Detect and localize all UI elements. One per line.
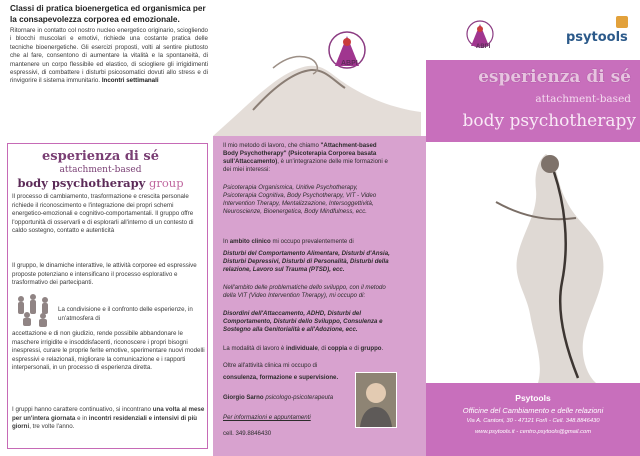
intro-text: Ritornare in contatto col nostro nucleo energetico originario, sciogliendo i blocchi muscolari e emotivi, richiede una costante pratica delle tecniche bioenergetiche. Gli esercizi proposti, volti al sentire piuttosto che al fare, consentono di aumentare la vitalità e la spontaneità, di mantenere un corpo flessibile ed elastico, di sciogliere gli irrigidimenti espressivi, di combattere i disturbi psicosomatici dovuti allo stress e di rinvigorire il sistema immunitario. (10, 27, 208, 85)
vit-intro (223, 284, 391, 300)
modes-end: . (381, 345, 384, 352)
psytools-logo-text: psytools (566, 30, 628, 45)
mode-group: gruppo (360, 345, 382, 352)
left-panel (0, 0, 213, 456)
org-address: Via A. Cantoni, 30 - 47121 Forlì - Cell. 348.8846430 (466, 418, 600, 424)
group-paragraph-2a: Il gruppo, le dinamiche interattive, le attività corporee ed espressive proposte potenziano e intensificano il processo esplorativo e trasformativo dei partecipanti. (12, 262, 197, 286)
portrait-photo (355, 372, 397, 428)
clinical-disorders-text: Disturbi del Comportamento Alimentare, Disturbi d'Ansia, Disturbi Depressivi, Disturbi di Personalità, Disturbi della relazione, Lavoro sul Trauma (PTSD), ecc. (223, 250, 390, 274)
group-paragraph-3 (12, 406, 205, 432)
mode-couple: coppia (327, 345, 348, 352)
org-web: www.psytools.it - centro.psytools@gmail.com (474, 429, 592, 435)
abpi-logo (321, 28, 381, 84)
right-abpi-logo (462, 18, 502, 58)
modes-mid2: e di (347, 345, 361, 352)
org-name: Psytools (515, 393, 551, 403)
group-title-2: attachment-based (59, 165, 142, 175)
p3-start: I gruppi hanno carattere continuativo, si incontrano (12, 406, 153, 413)
p3-bold-1: una volta al mese per un'intera giornata (12, 406, 205, 422)
intro-bold: Incontri settimanali (101, 77, 159, 85)
title-attachment: attachment-based (535, 93, 631, 105)
clinical-bold: ambito clinico (229, 238, 271, 245)
vit-disorders-text: Disordini dell'Attaccamento, ADHD, Disturbi del Comportamento, Disturbi dello Sviluppo, Consulenza e Sostegno alla Genitorialità e all'Adozione, ecc. (223, 310, 383, 334)
intro-paragraph (10, 27, 208, 86)
p3-bold-2: incontri residenziali e intensivi di più giorni (12, 414, 198, 430)
group-paragraph-2c: accettazione e di non giudizio, rende possibile abbandonare le maschere irrigidite e insoddisfacenti, riconoscere i propri bisogni inespressi, curare le proprie ferite emotive, sperimentare nuovi modelli espressivi e relazionali, migliorare la comunicazione e i rapporti interpersonali, in un processo di esperienza diretta. (12, 330, 205, 371)
dancer-illustration (426, 142, 640, 383)
sig-role: psicologo-psicoterapeuta (263, 394, 334, 401)
psytools-logo-mark (614, 14, 630, 30)
hands-illustration (213, 0, 426, 136)
method-paragraph (223, 142, 391, 174)
clinical-disorders (223, 250, 391, 274)
signature (223, 394, 353, 402)
sig-name: Giorgio Sarno (223, 394, 264, 401)
p3-end: , tre volte l'anno. (29, 423, 75, 430)
right-abpi-logo-text: ABPI (476, 44, 491, 50)
cell-number: cell. 349.8846430 (223, 430, 272, 437)
info-label-text: Per informazioni e appuntamenti (223, 414, 311, 421)
modes-mid: , di (317, 345, 328, 352)
right-panel (426, 0, 640, 456)
approaches-text: Psicoterapia Organismica, Unitive Psychotherapy, Psicoterapia Cognitiva, Body Psychotherapy, VIT - Video Intervention Therapy, Mentalizzazione, Intersoggettività, Neuroscienze, Bioenergetica, Body Mindfulness, ecc. (223, 184, 377, 216)
group-title-3-group: group (149, 176, 184, 190)
abpi-logo-text: ABPI (341, 60, 358, 67)
mode-individual: individuale (286, 345, 318, 352)
other-activities: Oltre all'attività clinica mi occupo di (223, 362, 318, 369)
clinical-scope (223, 238, 391, 246)
method-end: , è un'integrazione delle mie formazioni e dei miei interessi: (223, 158, 388, 174)
method-start: Il mio metodo di lavoro, che chiamo (223, 142, 321, 149)
p3-mid: e in (75, 414, 89, 422)
portrait-image (356, 373, 396, 427)
approaches-list (223, 184, 391, 216)
clinical-start: In (223, 238, 230, 245)
group-title-1: esperienza di sé (42, 149, 159, 164)
group-paragraph-1: Il processo di cambiamento, trasformazione e crescita personale richiede il riconoscimento e l'integrazione dei propri schemi energetico-emozionali e cognitivo-comportamentali. Il gruppo offre l'opportunità di osservarli e di esplorarli all'interno di un contesto di caldo sostegno, contatto e autenticità (12, 193, 194, 234)
group-title-3-main: body psychotherapy (17, 176, 146, 190)
org-subtitle: Officine del Cambiamento e delle relazioni (462, 406, 604, 415)
hands-illustration-area (213, 0, 426, 136)
title-experience: esperienza di sé (478, 67, 631, 87)
clinical-end: mi occupo prevalentemente di (270, 238, 354, 245)
consulting-line: consulenza, formazione e supervisione. (223, 374, 339, 381)
vit-intro-text: Nell'ambito delle problematiche dello sviluppo, con il metodo della VIT (Video Intervention Therapy), mi occupo di: (223, 284, 386, 300)
vit-disorders (223, 310, 391, 334)
group-sketch-illustration (13, 285, 59, 329)
modes-start: La modalità di lavoro è (223, 345, 287, 352)
work-modes (223, 345, 391, 353)
group-paragraph-2b: La condivisione e il confronto delle esperienze, in un'atmosfera di (58, 306, 193, 322)
classes-heading: Classi di pratica bioenergetica ed organismica per la consapevolezza corporea ed emozionale. (10, 4, 206, 24)
middle-panel (213, 0, 426, 456)
method-bold: "Attachment-based Body Psychotherapy" (Psicoterapia Corporea basata sull'Attaccamento) (223, 142, 377, 166)
info-label (223, 414, 353, 422)
group-title-3 (0, 176, 201, 190)
title-body-psychotherapy: body psychotherapy (462, 111, 636, 131)
